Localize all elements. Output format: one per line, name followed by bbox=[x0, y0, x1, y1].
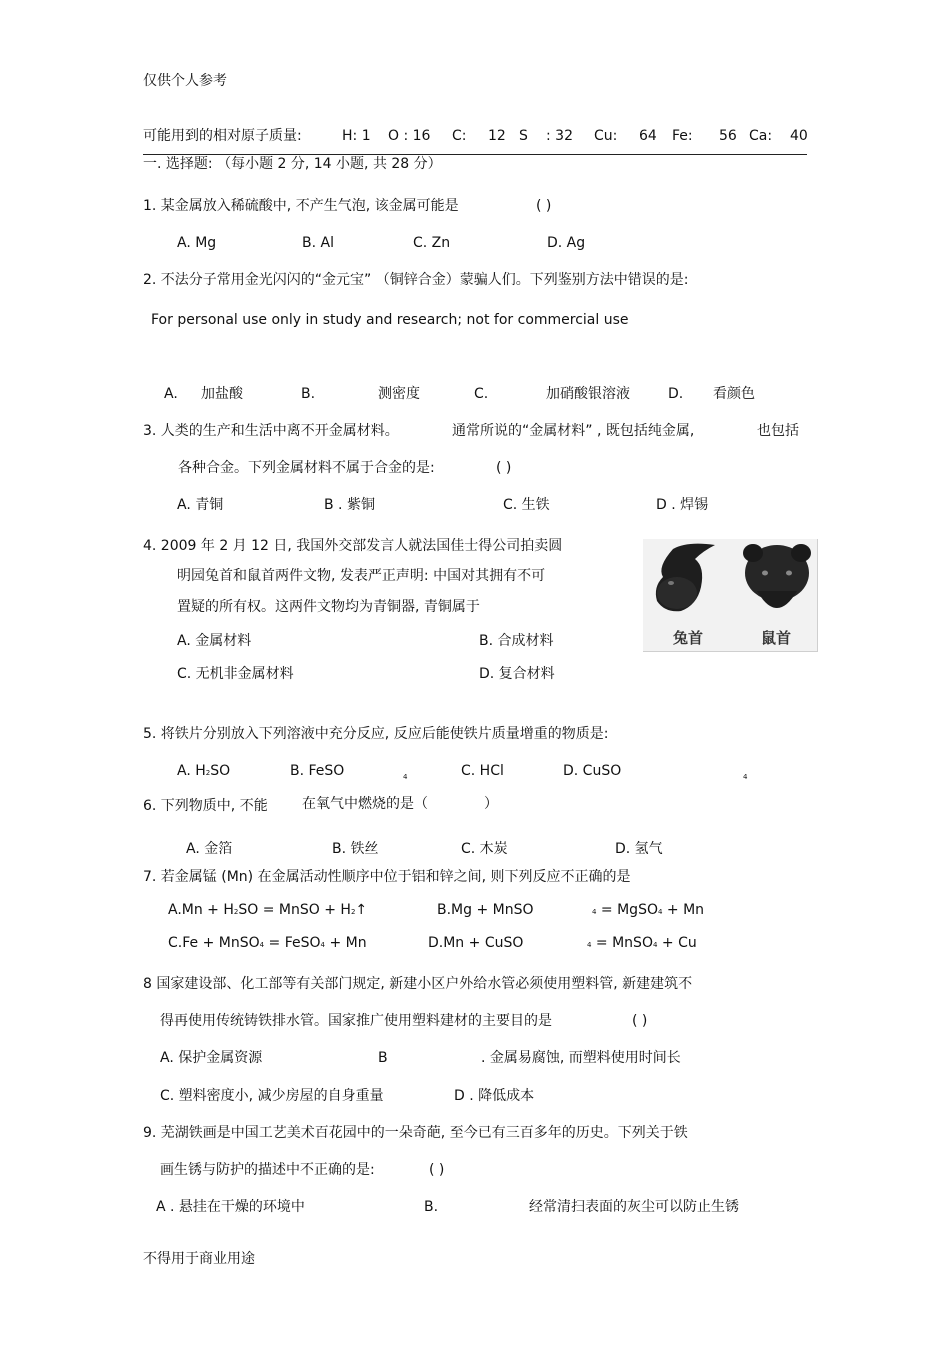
q7-b-part2: = MgSO bbox=[600, 902, 658, 918]
q4-stem-line2: 明园兔首和鼠首两件文物, 发表严正声明: 中国对其拥有不可 bbox=[177, 568, 546, 584]
q7-c-part1: C.Fe + MnSO bbox=[168, 935, 260, 951]
q5-option-d: D. CuSO bbox=[563, 763, 622, 779]
q5-a-subscript: 2 bbox=[205, 769, 211, 777]
page-header: 仅供个人参考 bbox=[143, 73, 227, 89]
q5-a-text: A. H bbox=[177, 763, 206, 779]
q4-option-b: B. 合成材料 bbox=[479, 633, 554, 649]
q5-option-b: B. FeSO bbox=[290, 763, 345, 779]
q3-option-a: A. 青铜 bbox=[177, 497, 224, 513]
atomic-o: O : 16 bbox=[388, 128, 431, 144]
q3-stem-part3: 也包括 bbox=[757, 423, 799, 439]
q7-option-b-part1: B.Mg + MnSO bbox=[437, 902, 534, 918]
q8-option-b-label: B bbox=[378, 1050, 388, 1066]
q4-stem-line3: 置疑的所有权。这两件文物均为青铜器, 青铜属于 bbox=[177, 599, 480, 615]
q7-a-part4: + H bbox=[324, 902, 351, 918]
q5-b-subscript: 4 bbox=[403, 773, 408, 781]
q2-option-a-label: A. bbox=[164, 386, 178, 402]
q7-d-part3: + Cu bbox=[661, 935, 697, 951]
atomic-s-value: : 32 bbox=[546, 128, 573, 144]
q3-answer-paren: ( ) bbox=[496, 460, 512, 476]
rabbit-head-caption: 兔首 bbox=[673, 629, 704, 647]
q4-stem-line1: 4. 2009 年 2 月 12 日, 我国外交部发言人就法国佳士得公司拍卖圆 bbox=[143, 538, 563, 554]
q2-option-d-label: D. bbox=[668, 386, 684, 402]
q7-c-part3: + Mn bbox=[329, 935, 367, 951]
q7-option-c bbox=[168, 934, 367, 954]
q2-stem: 2. 不法分子常用金光闪闪的“金元宝” （铜锌合金）蒙骗人们。下列鉴别方法中错误的是: bbox=[143, 272, 689, 288]
q7-b-sub2: 4 bbox=[657, 908, 663, 916]
q4-option-c: C. 无机非金属材料 bbox=[177, 666, 294, 682]
personal-use-note: For personal use only in study and research; not for commercial use bbox=[151, 312, 629, 328]
q7-c-sub2: 4 bbox=[320, 941, 326, 949]
q4-option-d: D. 复合材料 bbox=[479, 666, 555, 682]
q6-answer-paren: ） bbox=[484, 796, 498, 812]
q7-d-part2: = MnSO bbox=[595, 935, 653, 951]
atomic-cu-label: Cu: bbox=[594, 128, 618, 144]
q5-option-c: C. HCl bbox=[461, 763, 504, 779]
q3-option-c: C. 生铁 bbox=[503, 497, 550, 513]
page-footer: 不得用于商业用途 bbox=[143, 1251, 255, 1267]
q9-answer-paren: ( ) bbox=[429, 1162, 445, 1178]
atomic-fe-label: Fe: bbox=[672, 128, 693, 144]
q7-c-part2: = FeSO bbox=[268, 935, 321, 951]
q3-option-d: D . 焊锡 bbox=[656, 497, 709, 513]
q2-option-d: 看颜色 bbox=[713, 386, 755, 402]
atomic-ca-value: 40 bbox=[790, 128, 808, 144]
section-title: 一. 选择题: （每小题 2 分, 14 小题, 共 28 分） bbox=[143, 156, 442, 172]
q7-option-d-rest bbox=[587, 934, 697, 954]
q5-stem: 5. 将铁片分别放入下列溶液中充分反应, 反应后能使铁片质量增重的物质是: bbox=[143, 726, 609, 742]
q3-stem-part1: 3. 人类的生产和生活中离不开金属材料。 bbox=[143, 423, 399, 439]
atomic-h: H: 1 bbox=[342, 128, 371, 144]
q7-a-part5: ↑ bbox=[355, 902, 368, 918]
q7-a-part3: = MnSO bbox=[262, 902, 320, 918]
q1-option-b: B. Al bbox=[302, 235, 334, 251]
q2-option-a: 加盐酸 bbox=[201, 386, 243, 402]
q1-option-d: D. Ag bbox=[547, 235, 586, 251]
q7-c-sub1: 4 bbox=[259, 941, 265, 949]
q6-option-a: A. 金箔 bbox=[186, 841, 233, 857]
q7-b-sub1: 4 bbox=[592, 908, 597, 916]
q5-option-a bbox=[177, 762, 230, 782]
q9-stem-line1: 9. 芜湖铁画是中国工艺美术百花园中的一朵奇葩, 至今已有三百多年的历史。下列关于铁 bbox=[143, 1125, 688, 1141]
atomic-c-label: C: bbox=[452, 128, 467, 144]
rat-head-caption: 鼠首 bbox=[761, 629, 792, 647]
q2-option-c: 加硝酸银溶液 bbox=[546, 386, 630, 402]
rabbit-head-image bbox=[656, 544, 715, 612]
atomic-mass-label: 可能用到的相对原子质量: bbox=[143, 128, 302, 144]
q7-d-sub2: 4 bbox=[652, 941, 658, 949]
atomic-fe-value: 56 bbox=[719, 128, 737, 144]
q7-a-part1: A.Mn + H bbox=[168, 902, 234, 918]
q8-option-a: A. 保护金属资源 bbox=[160, 1050, 263, 1066]
q8-option-d: D . 降低成本 bbox=[454, 1088, 535, 1104]
q9-option-b-label: B. bbox=[424, 1199, 439, 1215]
q2-option-c-label: C. bbox=[474, 386, 489, 402]
q3-stem-part2: 通常所说的“金属材料” , 既包括纯金属, bbox=[452, 423, 695, 439]
q1-stem: 1. 某金属放入稀硫酸中, 不产生气泡, 该金属可能是 bbox=[143, 198, 459, 214]
q7-stem: 7. 若金属锰 (Mn) 在金属活动性顺序中位于铝和锌之间, 则下列反应不正确的是 bbox=[143, 869, 631, 885]
q6-option-b: B. 铁丝 bbox=[332, 841, 379, 857]
q7-option-b-rest bbox=[592, 901, 704, 921]
q7-b-part3: + Mn bbox=[666, 902, 705, 918]
atomic-s-label: S bbox=[519, 128, 528, 144]
q1-answer-paren: ( ) bbox=[536, 198, 552, 214]
q6-option-d: D. 氢气 bbox=[615, 841, 663, 857]
q8-answer-paren: ( ) bbox=[632, 1013, 648, 1029]
q7-a-sub1: 2 bbox=[233, 908, 239, 916]
atomic-ca-label: Ca: bbox=[749, 128, 773, 144]
q2-option-b-label: B. bbox=[301, 386, 316, 402]
q9-option-b: 经常清扫表面的灰尘可以防止生锈 bbox=[529, 1199, 739, 1215]
q9-stem-line2: 画生锈与防护的描述中不正确的是: bbox=[160, 1162, 375, 1178]
q8-option-b: . 金属易腐蚀, 而塑料使用时间长 bbox=[481, 1050, 681, 1066]
q9-option-a: A . 悬挂在干燥的环境中 bbox=[156, 1199, 305, 1215]
q3-stem-line2: 各种合金。下列金属材料不属于合金的是: bbox=[178, 460, 435, 476]
q7-a-part2: SO bbox=[238, 902, 259, 918]
q7-option-d-part1: D.Mn + CuSO bbox=[428, 935, 524, 951]
q6-option-c: C. 木炭 bbox=[461, 841, 508, 857]
q4-option-a: A. 金属材料 bbox=[177, 633, 252, 649]
q7-a-sub2: 2 bbox=[350, 908, 356, 916]
atomic-c-value: 12 bbox=[488, 128, 506, 144]
q5-a-rest: SO bbox=[210, 763, 231, 779]
q6-stem-a: 6. 下列物质中, 不能 bbox=[143, 798, 268, 814]
q1-option-a: A. Mg bbox=[177, 235, 217, 251]
atomic-cu-value: 64 bbox=[639, 128, 657, 144]
q3-option-b: B . 紫铜 bbox=[324, 497, 375, 513]
q7-d-sub1: 4 bbox=[587, 941, 592, 949]
q1-option-c: C. Zn bbox=[413, 235, 451, 251]
rat-head-image bbox=[743, 544, 811, 608]
q7-option-a bbox=[168, 901, 367, 921]
bronze-heads-figure bbox=[643, 539, 818, 652]
q8-stem-line2: 得再使用传统铸铁排水管。国家推广使用塑料建材的主要目的是 bbox=[160, 1013, 552, 1029]
q5-d-subscript: 4 bbox=[743, 773, 748, 781]
q6-stem-b: 在氧气中燃烧的是（ bbox=[302, 796, 428, 812]
q2-option-b: 测密度 bbox=[378, 386, 420, 402]
q8-option-c: C. 塑料密度小, 减少房屋的自身重量 bbox=[160, 1088, 384, 1104]
q8-stem-line1: 8 国家建设部、化工部等有关部门规定, 新建小区户外给水管必须使用塑料管, 新建建筑不 bbox=[143, 976, 693, 992]
